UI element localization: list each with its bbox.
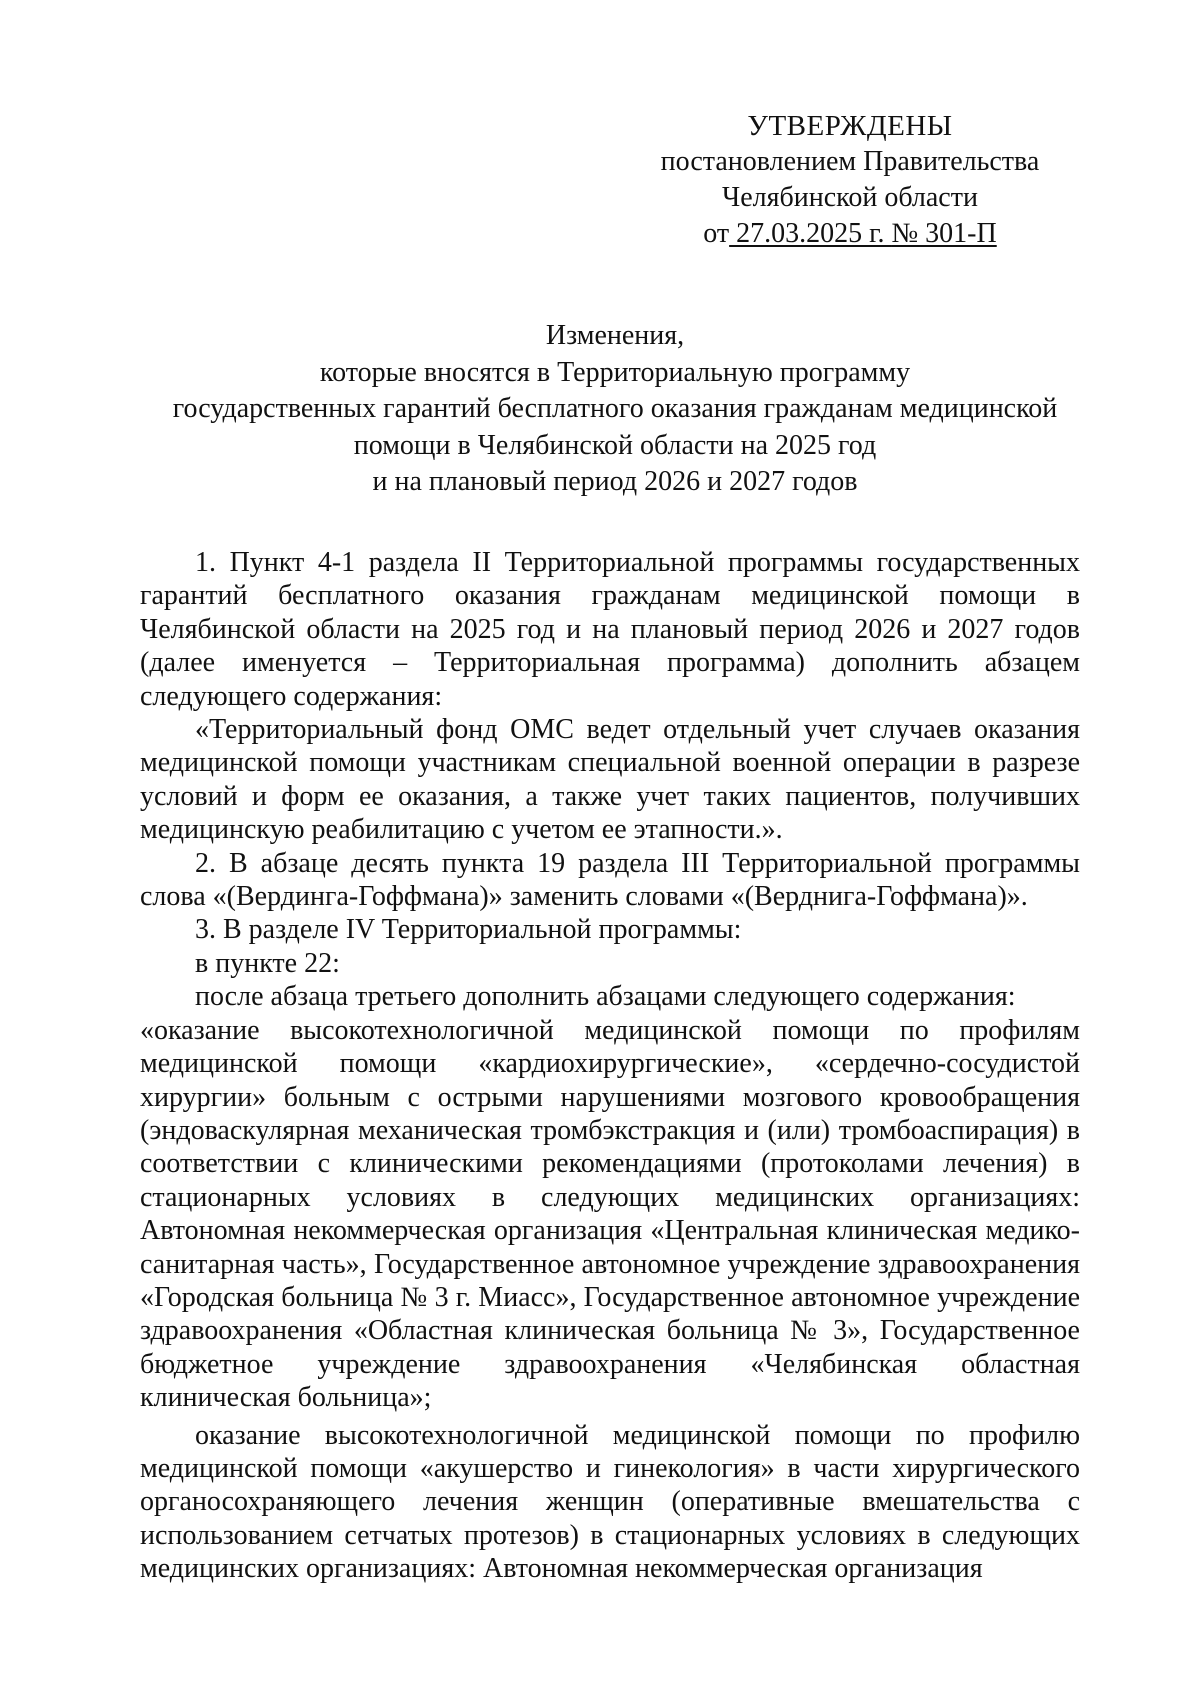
paragraph-1: 1. Пункт 4-1 раздела II Территориальной программы государственных гарантий бесплатного оказания гражданам медицинской помощи в Челябинской области на 2025 год и на плановый период 2026 и 2027 годов (далее именуется – Территориальная программа) дополнить абзацем следующего содержания:	[140, 547, 1080, 712]
document-body	[140, 546, 1080, 1586]
approval-number: № 301-П	[891, 218, 997, 249]
title-line-5: и на плановый период 2026 и 2027 годов	[372, 466, 858, 497]
approval-stamp: УТВЕРЖДЕНЫ	[747, 110, 953, 142]
paragraph-8: оказание высокотехнологичной медицинской помощи по профилю медицинской помощи «акушерство и гинекология» в части хирургического органосохраняющего лечения женщин (оперативные вмешательства с использованием сетчатых протезов) в стационарных условиях в следующих медицинских организациях: Автономная некоммерческая организация	[140, 1419, 1080, 1585]
document-title	[140, 318, 1090, 501]
paragraph-7: «оказание высокотехнологичной медицинской помощи по профилям медицинской помощи «кардиохирургические», «сердечно-сосудистой хирургии» больным с острыми нарушениями мозгового кровообращения (эндоваскулярная механическая тромбэкстракция и (или) тромбоаспирация) в соответствии с клиническими рекомендациями (протоколами лечения) в стационарных условиях в следующих медицинских организациях: Автономная некоммерческая организация «Центральная клиническая медико-санитарная часть», Государственное автономное учреждение здравоохранения «Городская больница № 3 г. Миасс», Государственное автономное учреждение здравоохранения «Областная клиническая больница № 3», Государственное бюджетное учреждение здравоохранения «Челябинская областная клиническая больница»;	[140, 1014, 1080, 1414]
approval-date-prefix: от	[703, 218, 730, 249]
paragraph-4: 3. В разделе IV Территориальной программы:	[195, 914, 742, 946]
paragraph-6: после абзаца третьего дополнить абзацами следующего содержания:	[195, 981, 1016, 1013]
paragraph-5: в пункте 22:	[195, 947, 340, 979]
title-line-3: государственных гарантий бесплатного оказания гражданам медицинской	[172, 393, 1058, 424]
paragraph-3: 2. В абзаце десять пункта 19 раздела III Территориальной программы слова «(Вердинга-Гоффмана)» заменить словами «(Верднига-Гоффмана)».	[140, 847, 1080, 913]
approval-line-1: постановлением Правительства	[660, 146, 1040, 177]
title-line-2: которые вносятся в Территориальную программу	[319, 356, 911, 388]
title-line-1: Изменения,	[545, 320, 685, 351]
approval-block	[640, 108, 1060, 252]
approval-date: 27.03.2025 г.	[729, 218, 892, 249]
approval-date-number	[640, 216, 1060, 252]
paragraph-2: «Территориальный фонд ОМС ведет отдельный учет случаев оказания медицинской помощи участникам специальной военной операции в разрезе условий и форм ее оказания, а также учет таких пациентов, получивших медицинскую реабилитацию с учетом ее этапности.».	[140, 714, 1080, 846]
title-line-4: помощи в Челябинской области на 2025 год	[353, 429, 877, 461]
approval-line-2: Челябинской области	[722, 182, 978, 213]
